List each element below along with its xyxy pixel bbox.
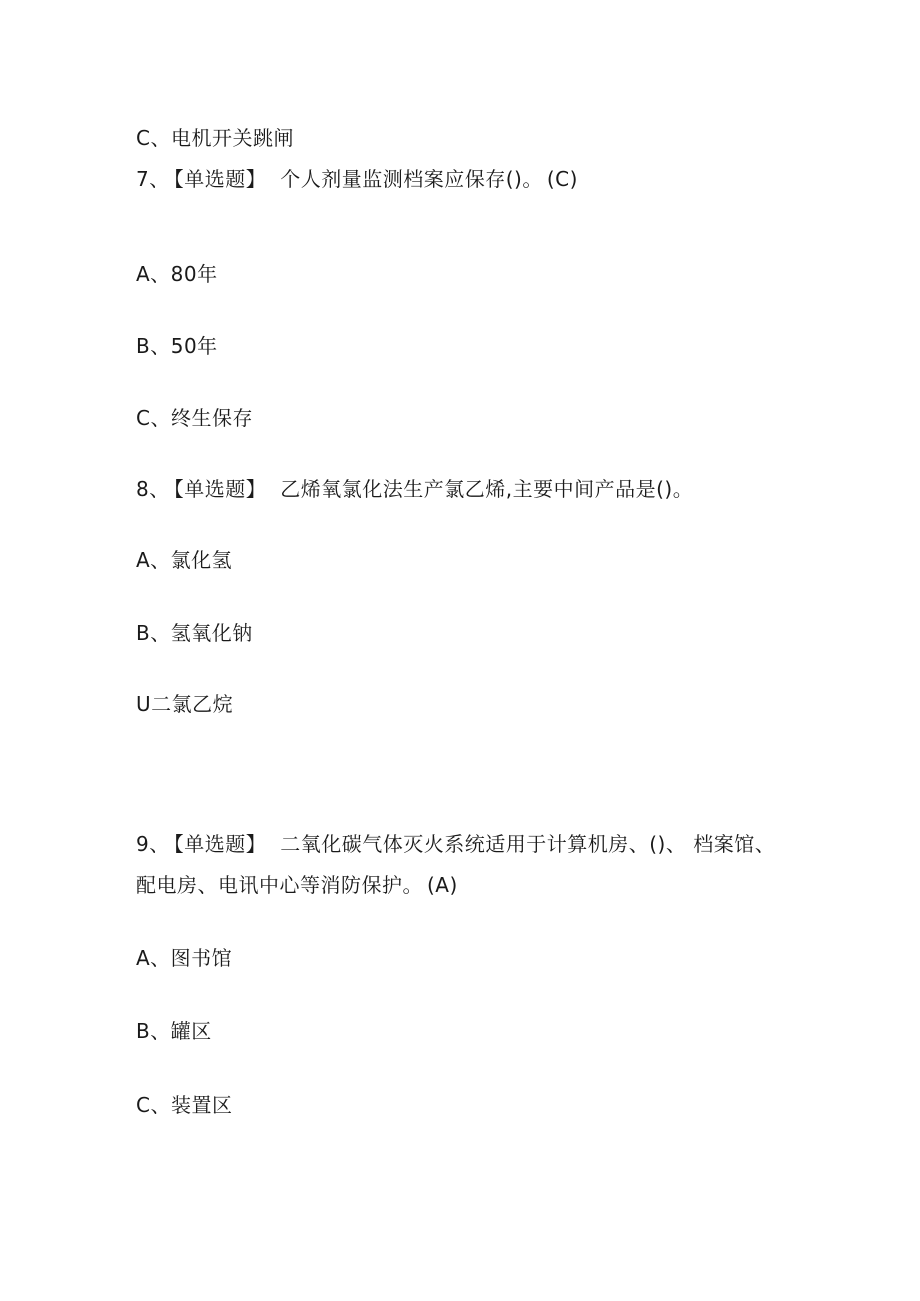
question-9-line-2 <box>136 872 458 898</box>
question-text-continued: 配电房、电讯中心等消防保护。 <box>136 873 423 897</box>
option-q9-b: B、罐区 <box>136 1019 212 1043</box>
option-q8-b: B、氢氧化钠 <box>136 621 253 645</box>
question-7 <box>136 166 578 192</box>
question-type-tag: 【单选题】 <box>173 167 267 191</box>
question-number: 9、 <box>136 832 170 856</box>
option-q8-a: A、氯化氢 <box>136 548 233 572</box>
answer-key: (C) <box>546 167 578 191</box>
question-9-line-1 <box>136 831 775 857</box>
question-number: 7、 <box>136 167 170 191</box>
option-q8-c: U二氯乙烷 <box>136 692 234 716</box>
option-q7-a: A、80年 <box>136 262 218 286</box>
question-text: 乙烯氧氯化法生产氯乙烯,主要中间产品是()。 <box>280 477 694 501</box>
question-type-tag: 【单选题】 <box>173 477 267 501</box>
question-8 <box>136 476 693 502</box>
option-q6-c: C、电机开关跳闸 <box>136 126 294 150</box>
question-text: 个人剂量监测档案应保存()。 <box>280 167 543 191</box>
option-q7-b: B、50年 <box>136 334 218 358</box>
option-q9-a: A、图书馆 <box>136 946 233 970</box>
option-q7-c: C、终生保存 <box>136 406 253 430</box>
answer-key: (A) <box>427 873 458 897</box>
question-type-tag: 【单选题】 <box>173 832 267 856</box>
option-q9-c: C、装置区 <box>136 1093 233 1117</box>
question-text: 二氧化碳气体灭火系统适用于计算机房、()、 档案馆、 <box>280 832 776 856</box>
question-number: 8、 <box>136 477 170 501</box>
